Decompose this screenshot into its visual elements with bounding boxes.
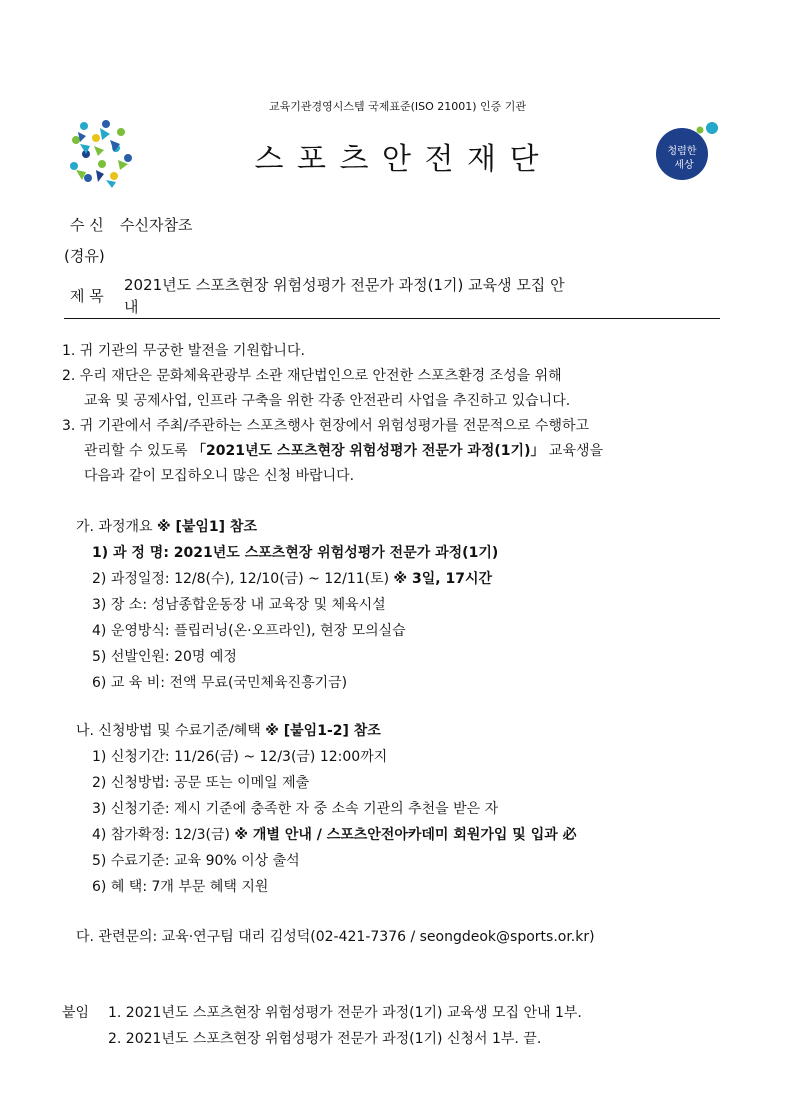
paragraph-2-line-2: 교육 및 공제사업, 인프라 구축을 위한 각종 안전관리 사업을 추진하고 있습니다. [84,393,571,409]
header-divider [64,318,720,319]
section-b-item-2: 2) 신청방법: 공문 또는 이메일 제출 [92,775,310,791]
recipient-label: 수 신 [70,216,104,234]
section-b-item-5: 5) 수료기준: 교육 90% 이상 출석 [92,853,300,869]
attachment-item-2: 2. 2021년도 스포츠현장 위험성평가 전문가 과정(1기) 신청서 1부. 끝. [108,1031,542,1047]
subject-line-2: 내 [124,298,139,316]
section-b-reference: ※ [붙임1-2] 참조 [265,723,381,739]
section-a-item-2-note: ※ 3일, 17시간 [393,571,493,587]
section-b-item-4-text: 4) 참가확정: 12/3(금) [92,827,235,843]
section-b-item-4-note: ※ 개별 안내 / 스포츠안전아카데미 회원가입 및 입과 必 [234,827,577,843]
section-a-heading-text: 가. 과정개요 [76,519,157,535]
section-a-heading [76,516,257,536]
section-b-item-3: 3) 신청기준: 제시 기준에 충족한 자 중 소속 기관의 추천을 받은 자 [92,801,499,817]
section-b-heading-text: 나. 신청방법 및 수료기준/혜택 [76,723,266,739]
section-b-item-4 [92,824,577,844]
subject-line-1: 2021년도 스포츠현장 위험성평가 전문가 과정(1기) 교육생 모집 안 [124,276,565,294]
section-a-reference: ※ [붙임1] 참조 [156,519,257,535]
course-title-highlight: 「2021년도 스포츠현장 위험성평가 전문가 과정(1기)」 [192,443,545,459]
paragraph-1: 1. 귀 기관의 무궁한 발전을 기원합니다. [62,343,305,359]
attachment-label: 붙임 [62,1005,90,1021]
svg-text:세상: 세상 [674,160,694,171]
paragraph-3-text: 관리할 수 있도록 [84,443,193,459]
section-a-item-2-text: 2) 과정일정: 12/8(수), 12/10(금) ~ 12/11(토) [92,571,394,587]
subject-label: 제 목 [70,287,104,305]
section-b-item-1: 1) 신청기간: 11/26(금) ~ 12/3(금) 12:00까지 [92,749,388,765]
section-a-item-2 [92,568,492,588]
integrity-logo-icon [650,120,722,188]
paragraph-3-line-3: 다음과 같이 모집하오니 많은 신청 바랍니다. [84,468,355,484]
section-a-item-5: 5) 선발인원: 20명 예정 [92,649,237,665]
section-a-item-4: 4) 운영방식: 플립러닝(온·오프라인), 현장 모의실습 [92,623,406,639]
section-a-item-6: 6) 교 육 비: 전액 무료(국민체육진흥기금) [92,675,348,691]
contact-info: 다. 관련문의: 교육·연구팀 대리 김성덕(02-421-7376 / seongdeok@sports.or.kr) [76,929,595,945]
paragraph-3-line-1: 3. 귀 기관에서 주최/주관하는 스포츠행사 현장에서 위험성평가를 전문적으로 수행하고 [62,418,590,434]
certification-text: 교육기관경영시스템 국제표준(ISO 21001) 인증 기관 [268,100,527,113]
recipient-value: 수신자참조 [120,216,193,234]
section-b-item-6: 6) 혜 택: 7개 부문 혜택 지원 [92,879,269,895]
section-b-heading [76,720,381,740]
attachment-item-1: 1. 2021년도 스포츠현장 위험성평가 전문가 과정(1기) 교육생 모집 안내 1부. [108,1005,582,1021]
paragraph-2-line-1: 2. 우리 재단은 문화체육관광부 소관 재단법인으로 안전한 스포츠환경 조성을 위해 [62,368,562,384]
section-a-item-1: 1) 과 정 명: 2021년도 스포츠현장 위험성평가 전문가 과정(1기) [92,545,499,561]
via-label: (경유) [64,247,105,265]
paragraph-3-text-tail: 교육생을 [544,443,604,459]
paragraph-3-line-2 [84,440,603,460]
svg-text:청렴한: 청렴한 [667,146,697,157]
org-name: 스 포 츠 안 전 재 단 [254,142,541,177]
section-a-item-3: 3) 장 소: 성남종합운동장 내 교육장 및 체육시설 [92,597,386,613]
